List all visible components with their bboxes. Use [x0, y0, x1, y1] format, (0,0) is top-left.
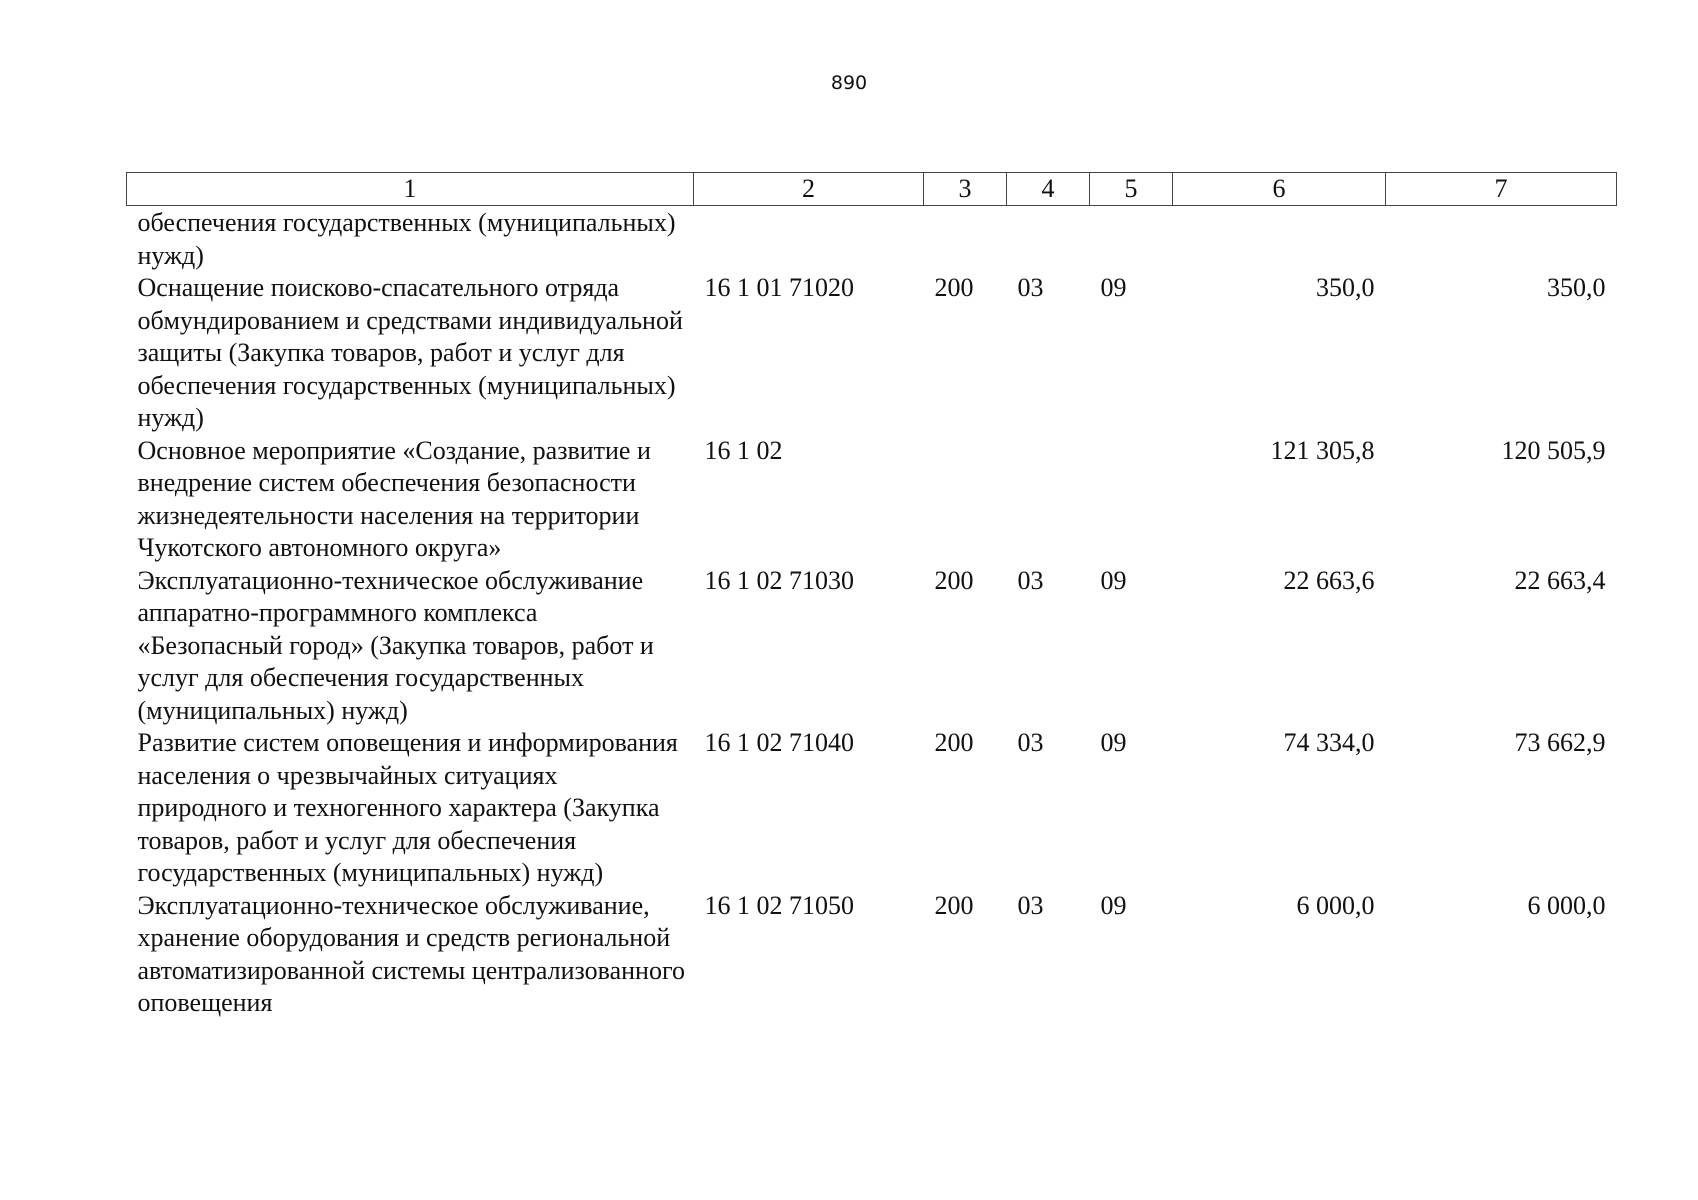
- section-code: 03: [1017, 890, 1044, 920]
- table-row: [127, 727, 1617, 890]
- row-name: Эксплуатационно-техническое обслуживание, хранение оборудования и средств региональной автоматизированной системы централизованного оповещения: [137, 890, 685, 1017]
- subsection-code: 09: [1100, 728, 1127, 757]
- subsection-code: [1090, 206, 1173, 273]
- expense-type-code: [924, 435, 1007, 565]
- expense-type-code: 200: [934, 890, 974, 920]
- column-header: 3: [924, 173, 1007, 206]
- amount-col-6: 121 305,8: [1270, 435, 1375, 465]
- table-row: [127, 435, 1617, 565]
- target-article-code: 16 1 02 71050: [704, 890, 854, 920]
- target-article-code: 16 1 02 71030: [704, 565, 854, 595]
- row-name: Основное мероприятие «Создание, развитие и внедрение систем обеспечения безопасности жизнедеятельности населения на территории Чукотского автономного округа»: [137, 435, 651, 562]
- table-row: [127, 565, 1617, 728]
- amount-col-7: 73 662,9: [1514, 728, 1606, 757]
- column-header: 5: [1090, 173, 1173, 206]
- row-name: Развитие систем оповещения и информирования населения о чрезвычайных ситуациях природного и техногенного характера (Закупка товаров, работ и услуг для обеспечения государственных (муниципальных) нужд): [137, 728, 678, 887]
- expense-type-code: [924, 206, 1007, 273]
- row-name: Оснащение поисково-спасательного отряда обмундированием и средствами индивидуальной защиты (Закупка товаров, работ и услуг для обеспечения государственных (муниципальных) нужд): [137, 273, 683, 432]
- subsection-code: 09: [1100, 890, 1127, 920]
- amount-col-7: [1386, 206, 1617, 273]
- amount-col-6: 74 334,0: [1283, 728, 1375, 757]
- row-name: Эксплуатационно-техническое обслуживание аппаратно-программного комплекса «Безопасный город» (Закупка товаров, работ и услуг для обеспечения государственных (муниципальных) нужд): [137, 565, 654, 725]
- target-article-code: 16 1 02 71040: [704, 728, 854, 757]
- table-row: [127, 890, 1617, 1020]
- amount-col-7: 350,0: [1547, 273, 1606, 302]
- column-header: 6: [1173, 173, 1386, 206]
- subsection-code: 09: [1100, 273, 1127, 302]
- subsection-code: [1090, 435, 1173, 565]
- budget-table: [126, 172, 1617, 1020]
- column-header: 1: [127, 173, 694, 206]
- section-code: 03: [1017, 728, 1044, 757]
- target-article-code: 16 1 01 71020: [704, 273, 854, 302]
- table-row: [127, 206, 1617, 273]
- target-article-code: 16 1 02: [704, 435, 783, 465]
- table-header-row: [127, 173, 1617, 206]
- amount-col-6: 6 000,0: [1296, 890, 1375, 920]
- expense-type-code: 200: [934, 728, 974, 757]
- column-header: 7: [1386, 173, 1617, 206]
- section-code: [1007, 435, 1090, 565]
- amount-col-6: 22 663,6: [1283, 565, 1375, 595]
- section-code: 03: [1017, 273, 1044, 302]
- amount-col-7: 22 663,4: [1514, 565, 1606, 595]
- column-header: 2: [694, 173, 924, 206]
- amount-col-6: [1173, 206, 1386, 273]
- subsection-code: 09: [1100, 565, 1127, 595]
- section-code: 03: [1017, 565, 1044, 595]
- amount-col-7: 120 505,9: [1501, 435, 1606, 465]
- section-code: [1007, 206, 1090, 273]
- expense-type-code: 200: [934, 273, 974, 302]
- expense-type-code: 200: [934, 565, 974, 595]
- row-name: обеспечения государственных (муниципальных) нужд): [137, 208, 676, 270]
- amount-col-7: 6 000,0: [1527, 890, 1606, 920]
- amount-col-6: 350,0: [1316, 273, 1375, 302]
- table-row: [127, 272, 1617, 435]
- page-number: 890: [830, 72, 868, 94]
- column-header: 4: [1007, 173, 1090, 206]
- target-article-code: [694, 206, 924, 273]
